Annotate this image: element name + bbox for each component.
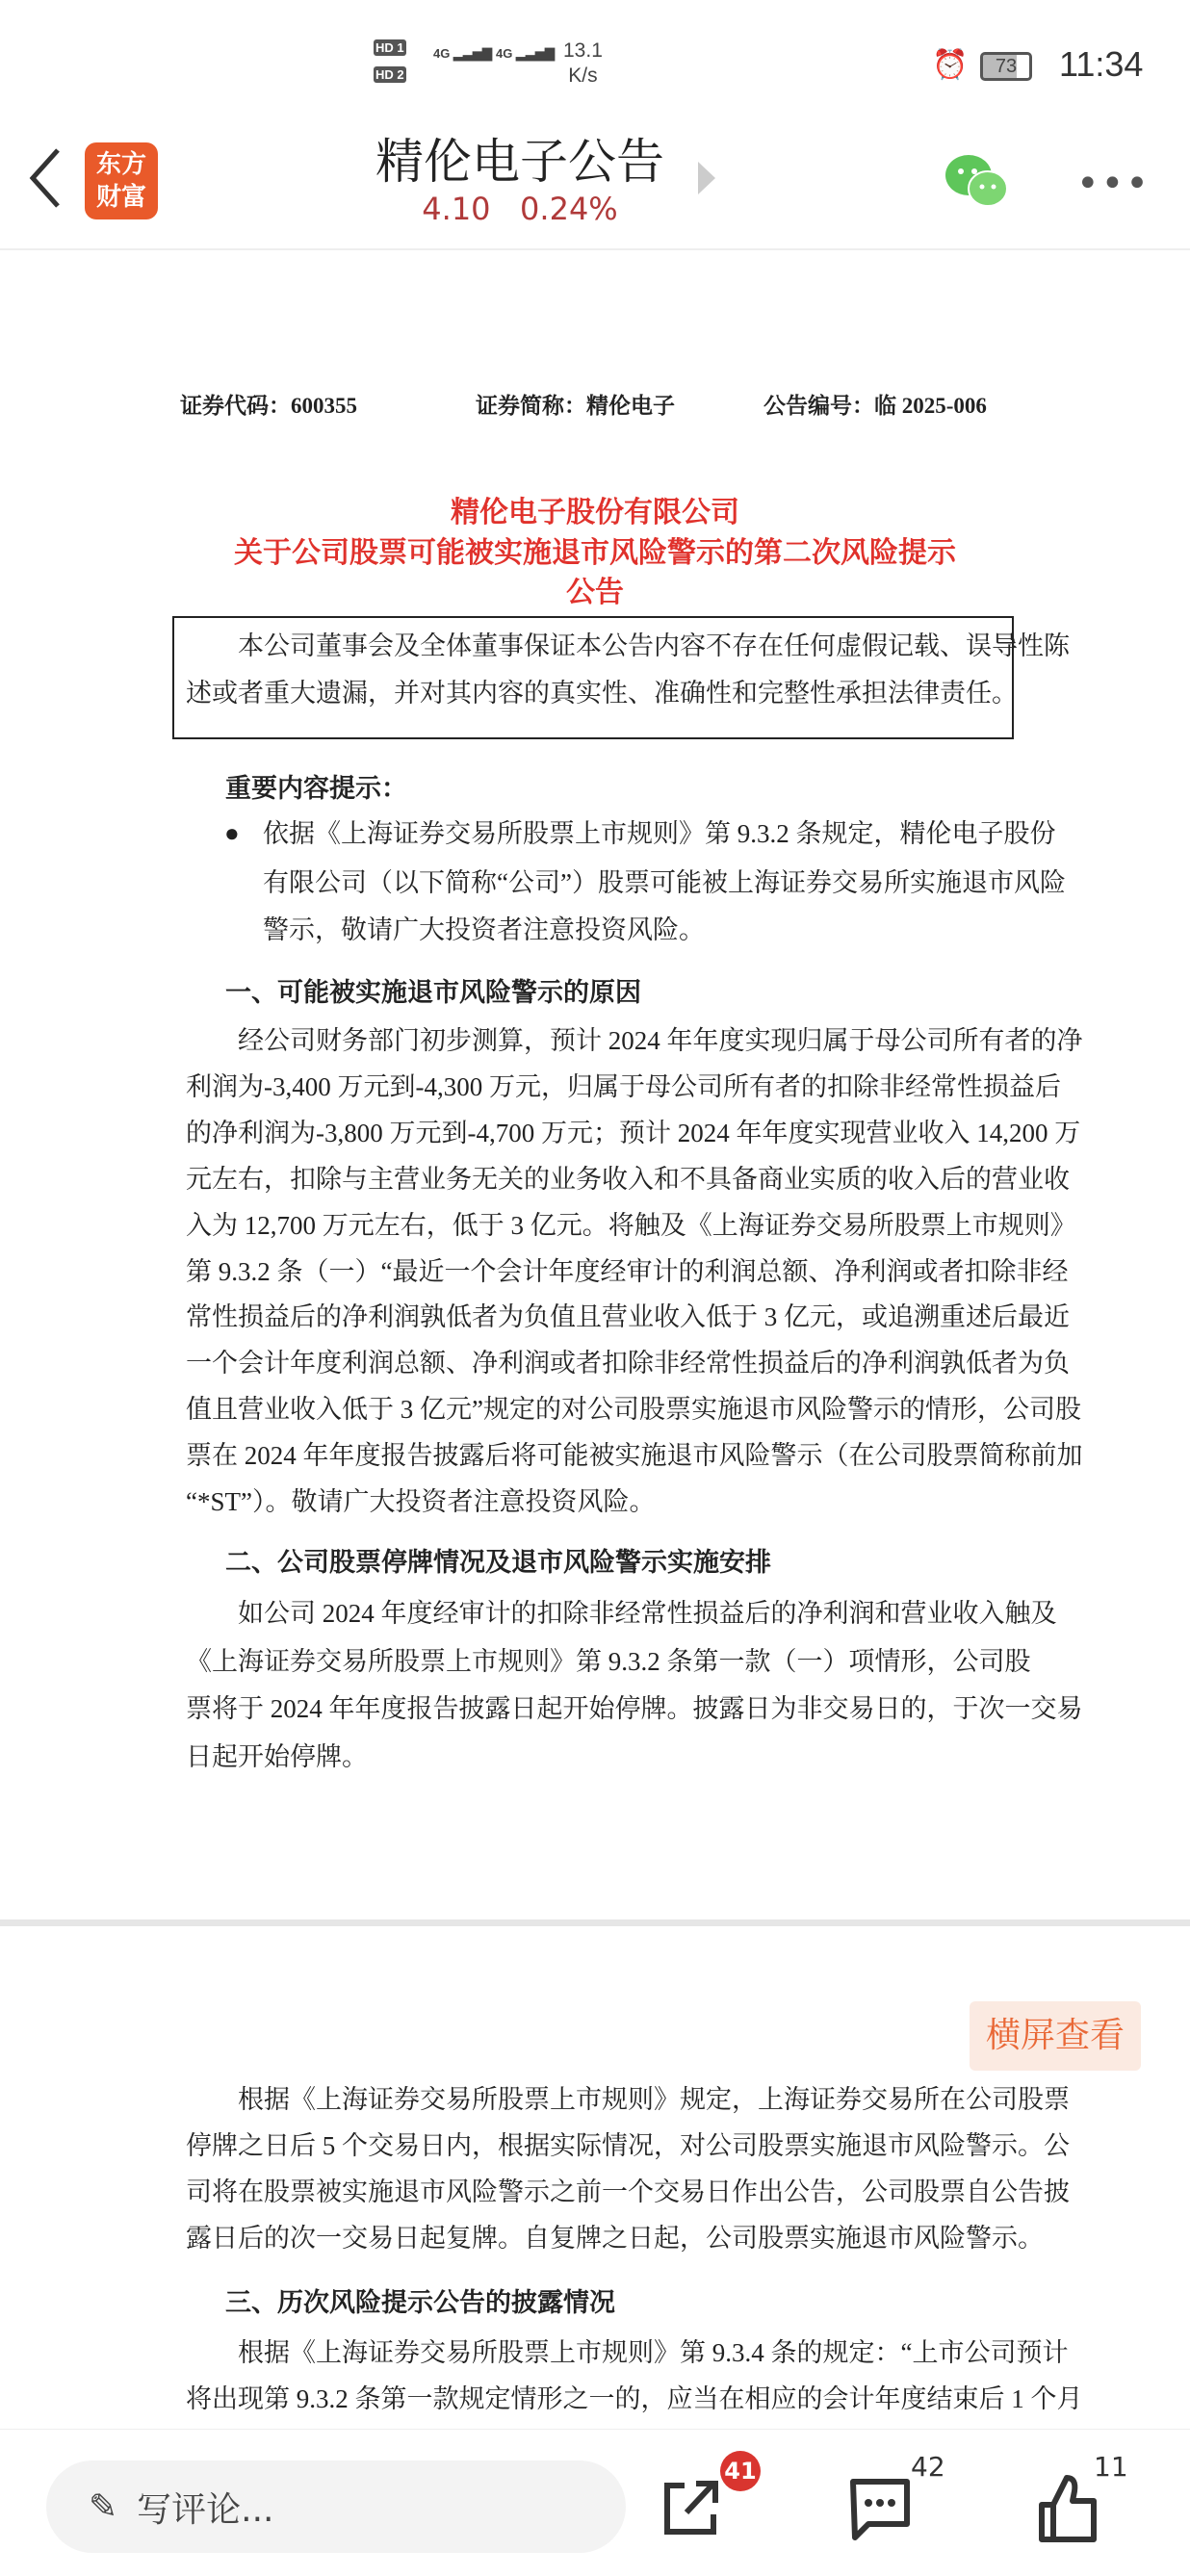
paragraph-line: 利润为-3,400 万元到-4,300 万元，归属于母公司所有者的扣除非经常性损益后 bbox=[186, 1071, 1061, 1101]
paragraph-line: 露日后的次一交易日起复牌。自复牌之日起，公司股票实施退市风险警示。 bbox=[186, 2224, 1044, 2253]
disclaimer-line: 本公司董事会及全体董事保证本公告内容不存在任何虚假记载、误导性陈 bbox=[238, 631, 1070, 660]
pencil-icon: ✎ bbox=[89, 2486, 118, 2527]
doc-title-line: 精伦电子股份有限公司 bbox=[451, 497, 739, 528]
page-break bbox=[0, 1919, 1190, 1926]
paragraph-line: 一个会计年度利润总额、净利润或者扣除非经常性损益后的净利润孰低者为负 bbox=[186, 1349, 1070, 1378]
paragraph-line: 值且营业收入低于 3 亿元”规定的对公司股票实施退市风险警示的情形，公司股 bbox=[186, 1395, 1081, 1425]
paragraph-line: 入为 12,700 万元左右，低于 3 亿元。将触及《上海证券交易所股票上市规则》 bbox=[186, 1210, 1076, 1240]
section-heading-2: 二、公司股票停牌情况及退市风险警示实施安排 bbox=[225, 1548, 771, 1577]
share-count-badge: 41 bbox=[720, 2451, 761, 2491]
landscape-view-button[interactable]: 横屏查看 bbox=[970, 2001, 1141, 2071]
price: 4.10 bbox=[422, 191, 491, 227]
change-percent: 0.24% bbox=[520, 191, 618, 227]
paragraph-line: 根据《上海证券交易所股票上市规则》第 9.3.4 条的规定：“上市公司预计 bbox=[238, 2338, 1069, 2367]
bullet-line: 警示，敬请广大投资者注意投资风险。 bbox=[263, 915, 705, 944]
wechat-share-button[interactable] bbox=[944, 152, 1011, 210]
doc-title-line: 公告 bbox=[566, 577, 624, 608]
signal-2-icon: 4G ▂▃▅▇ bbox=[496, 46, 555, 61]
page-title: 精伦电子公告 bbox=[375, 134, 664, 190]
paragraph-line: 经公司财务部门初步测算，预计 2024 年年度实现归属于母公司所有者的净 bbox=[238, 1026, 1083, 1055]
network-speed: 13.1 K/s bbox=[563, 39, 603, 87]
paragraph-line: “*ST”）。敬请广大投资者注意投资风险。 bbox=[186, 1487, 656, 1516]
thumbs-up-icon bbox=[1036, 2472, 1103, 2545]
sim1-icon: HD 1 bbox=[375, 40, 404, 55]
doc-title-line: 关于公司股票可能被实施退市风险警示的第二次风险提示 bbox=[234, 537, 956, 569]
comment-icon bbox=[847, 2472, 915, 2545]
sim2-icon: HD 2 bbox=[375, 67, 404, 82]
share-button[interactable] bbox=[658, 2472, 735, 2549]
paragraph-line: 日起开始停牌。 bbox=[186, 1741, 368, 1771]
sim-indicators bbox=[374, 39, 406, 85]
paragraph-line: 停牌之日后 5 个交易日内，根据实际情况，对公司股票实施退市风险警示。公 bbox=[186, 2131, 1070, 2160]
bullet-icon: ● bbox=[224, 819, 240, 847]
more-button[interactable] bbox=[1076, 162, 1151, 206]
stock-quote[interactable] bbox=[327, 191, 712, 227]
paragraph-line: 《上海证券交易所股票上市规则》第 9.3.2 条第一款（一）项情形，公司股 bbox=[186, 1646, 1031, 1676]
important-heading: 重要内容提示： bbox=[225, 774, 407, 803]
paragraph-line: 第 9.3.2 条（一）“最近一个会计年度经审计的利润总额、净利润或者扣除非经 bbox=[186, 1256, 1069, 1286]
header bbox=[0, 116, 1190, 250]
announcement-number: 公告编号：临 2025-006 bbox=[763, 394, 987, 418]
like-button[interactable] bbox=[1036, 2472, 1113, 2549]
comment-input[interactable] bbox=[46, 2460, 626, 2553]
clock: 11:34 bbox=[1059, 44, 1144, 84]
more-dots-icon: ••• bbox=[1076, 162, 1151, 206]
share-icon bbox=[658, 2472, 725, 2539]
paragraph-line: 的净利润为-3,800 万元到-4,700 万元；预计 2024 年年度实现营业收入 14,200 万 bbox=[186, 1118, 1081, 1147]
bullet-line: 依据《上海证券交易所股票上市规则》第 9.3.2 条规定，精伦电子股份 bbox=[263, 819, 1056, 848]
paragraph-line: 根据《上海证券交易所股票上市规则》规定，上海证券交易所在公司股票 bbox=[238, 2085, 1070, 2114]
section-heading-1: 一、可能被实施退市风险警示的原因 bbox=[225, 978, 641, 1007]
paragraph-line: 如公司 2024 年度经审计的扣除非经常性损益后的净利润和营业收入触及 bbox=[238, 1599, 1057, 1628]
comments-button[interactable] bbox=[847, 2472, 924, 2549]
battery-icon: 73 bbox=[980, 52, 1032, 81]
wechat-icon bbox=[944, 152, 1011, 210]
section-heading-3: 三、历次风险提示公告的披露情况 bbox=[225, 2288, 615, 2317]
eastmoney-logo[interactable]: 东方 财富 bbox=[85, 142, 158, 219]
status-bar bbox=[0, 0, 1190, 116]
stock-short-name: 证券简称：精伦电子 bbox=[476, 394, 675, 418]
paragraph-line: 常性损益后的净利润孰低者为负值且营业收入低于 3 亿元，或追溯重述后最近 bbox=[186, 1302, 1070, 1332]
comment-count: 42 bbox=[911, 2451, 945, 2483]
paragraph-line: 司将在股票被实施退市风险警示之前一个交易日作出公告，公司股票自公告披 bbox=[186, 2177, 1070, 2206]
caret-right-icon[interactable] bbox=[698, 162, 715, 194]
comment-placeholder: 写评论... bbox=[137, 2489, 274, 2530]
back-button[interactable] bbox=[25, 144, 64, 212]
bullet-line: 有限公司（以下简称“公司”）股票可能被上海证券交易所实施退市风险 bbox=[263, 868, 1066, 897]
bottom-bar bbox=[0, 2429, 1190, 2576]
paragraph-line: 元左右，扣除与主营业务无关的业务收入和不具备商业实质的收入后的营业收 bbox=[186, 1164, 1070, 1194]
signal-1-icon: 4G ▂▃▅▇ bbox=[433, 46, 492, 61]
paragraph-line: 票将于 2024 年年度报告披露日起开始停牌。披露日为非交易日的，于次一交易 bbox=[186, 1694, 1083, 1724]
chevron-left-icon bbox=[25, 144, 64, 212]
like-count: 11 bbox=[1094, 2451, 1128, 2483]
paragraph-line: 票在 2024 年年度报告披露后将可能被实施退市风险警示（在公司股票简称前加 bbox=[186, 1441, 1083, 1471]
alarm-icon: ⏰ bbox=[932, 49, 969, 81]
stock-code: 证券代码：600355 bbox=[180, 394, 357, 418]
disclaimer-line: 述或者重大遗漏，并对其内容的真实性、准确性和完整性承担法律责任。 bbox=[186, 679, 1018, 708]
paragraph-line: 将出现第 9.3.2 条第一款规定情形之一的，应当在相应的会计年度结束后 1 个月 bbox=[186, 2384, 1083, 2413]
